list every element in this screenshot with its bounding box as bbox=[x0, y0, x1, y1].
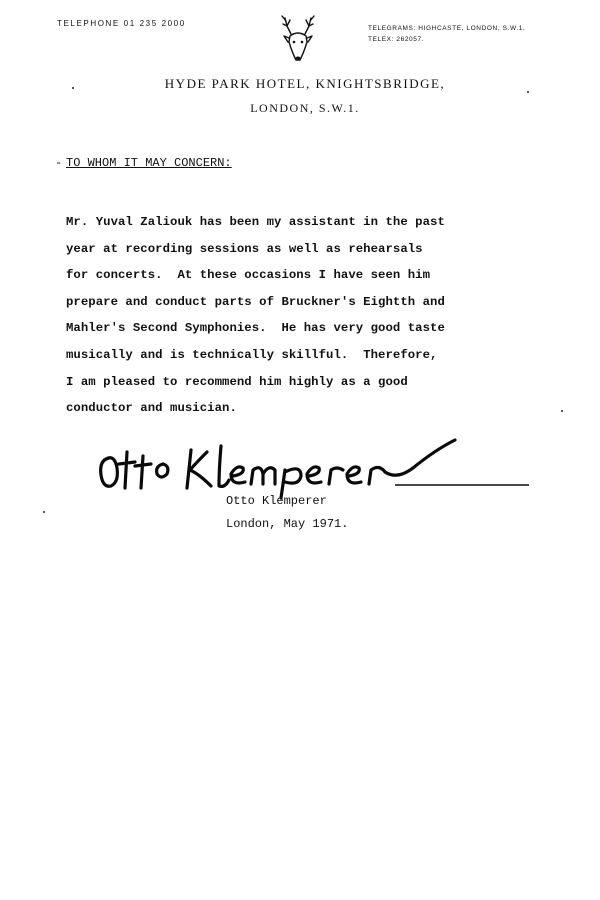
telephone-number: TELEPHONE 01 235 2000 bbox=[57, 19, 186, 28]
body-line: year at recording sessions as well as rehearsals bbox=[66, 241, 423, 256]
scan-speck bbox=[561, 410, 563, 412]
body-line: Mr. Yuval Zaliouk has been my assistant in the past bbox=[66, 215, 445, 229]
body-line: musically and is technically skillful. Therefore, bbox=[66, 347, 438, 362]
place-and-date: London, May 1971. bbox=[226, 517, 349, 531]
salutation: TO WHOM IT MAY CONCERN: bbox=[66, 156, 232, 170]
signer-name: Otto Klemperer bbox=[226, 494, 327, 508]
handwritten-signature bbox=[95, 430, 535, 500]
scan-speck bbox=[43, 511, 45, 513]
body-line: for concerts. At these occasions I have seen him bbox=[66, 268, 431, 283]
body-line: conductor and musician. bbox=[66, 401, 237, 416]
margin-dash: - bbox=[55, 156, 63, 170]
telegrams-info bbox=[368, 23, 525, 45]
body-line: Mahler's Second Symphonies. He has very good taste bbox=[66, 321, 445, 336]
letter-body bbox=[66, 209, 566, 422]
hotel-city: LONDON, S.W.1. bbox=[250, 101, 360, 115]
body-line: I am pleased to recommend him highly as a good bbox=[66, 374, 408, 389]
scan-speck bbox=[72, 87, 74, 89]
stag-head-icon bbox=[277, 12, 319, 66]
telex-number: TELEX: 262057. bbox=[368, 36, 425, 43]
body-line: prepare and conduct parts of Bruckner's Eightth and bbox=[66, 294, 445, 309]
hotel-name: HYDE PARK HOTEL, KNIGHTSBRIDGE, bbox=[164, 76, 446, 91]
scan-speck bbox=[527, 91, 529, 93]
telegrams-address: TELEGRAMS: HIGHCASTE, LONDON, S.W.1. bbox=[368, 25, 526, 32]
